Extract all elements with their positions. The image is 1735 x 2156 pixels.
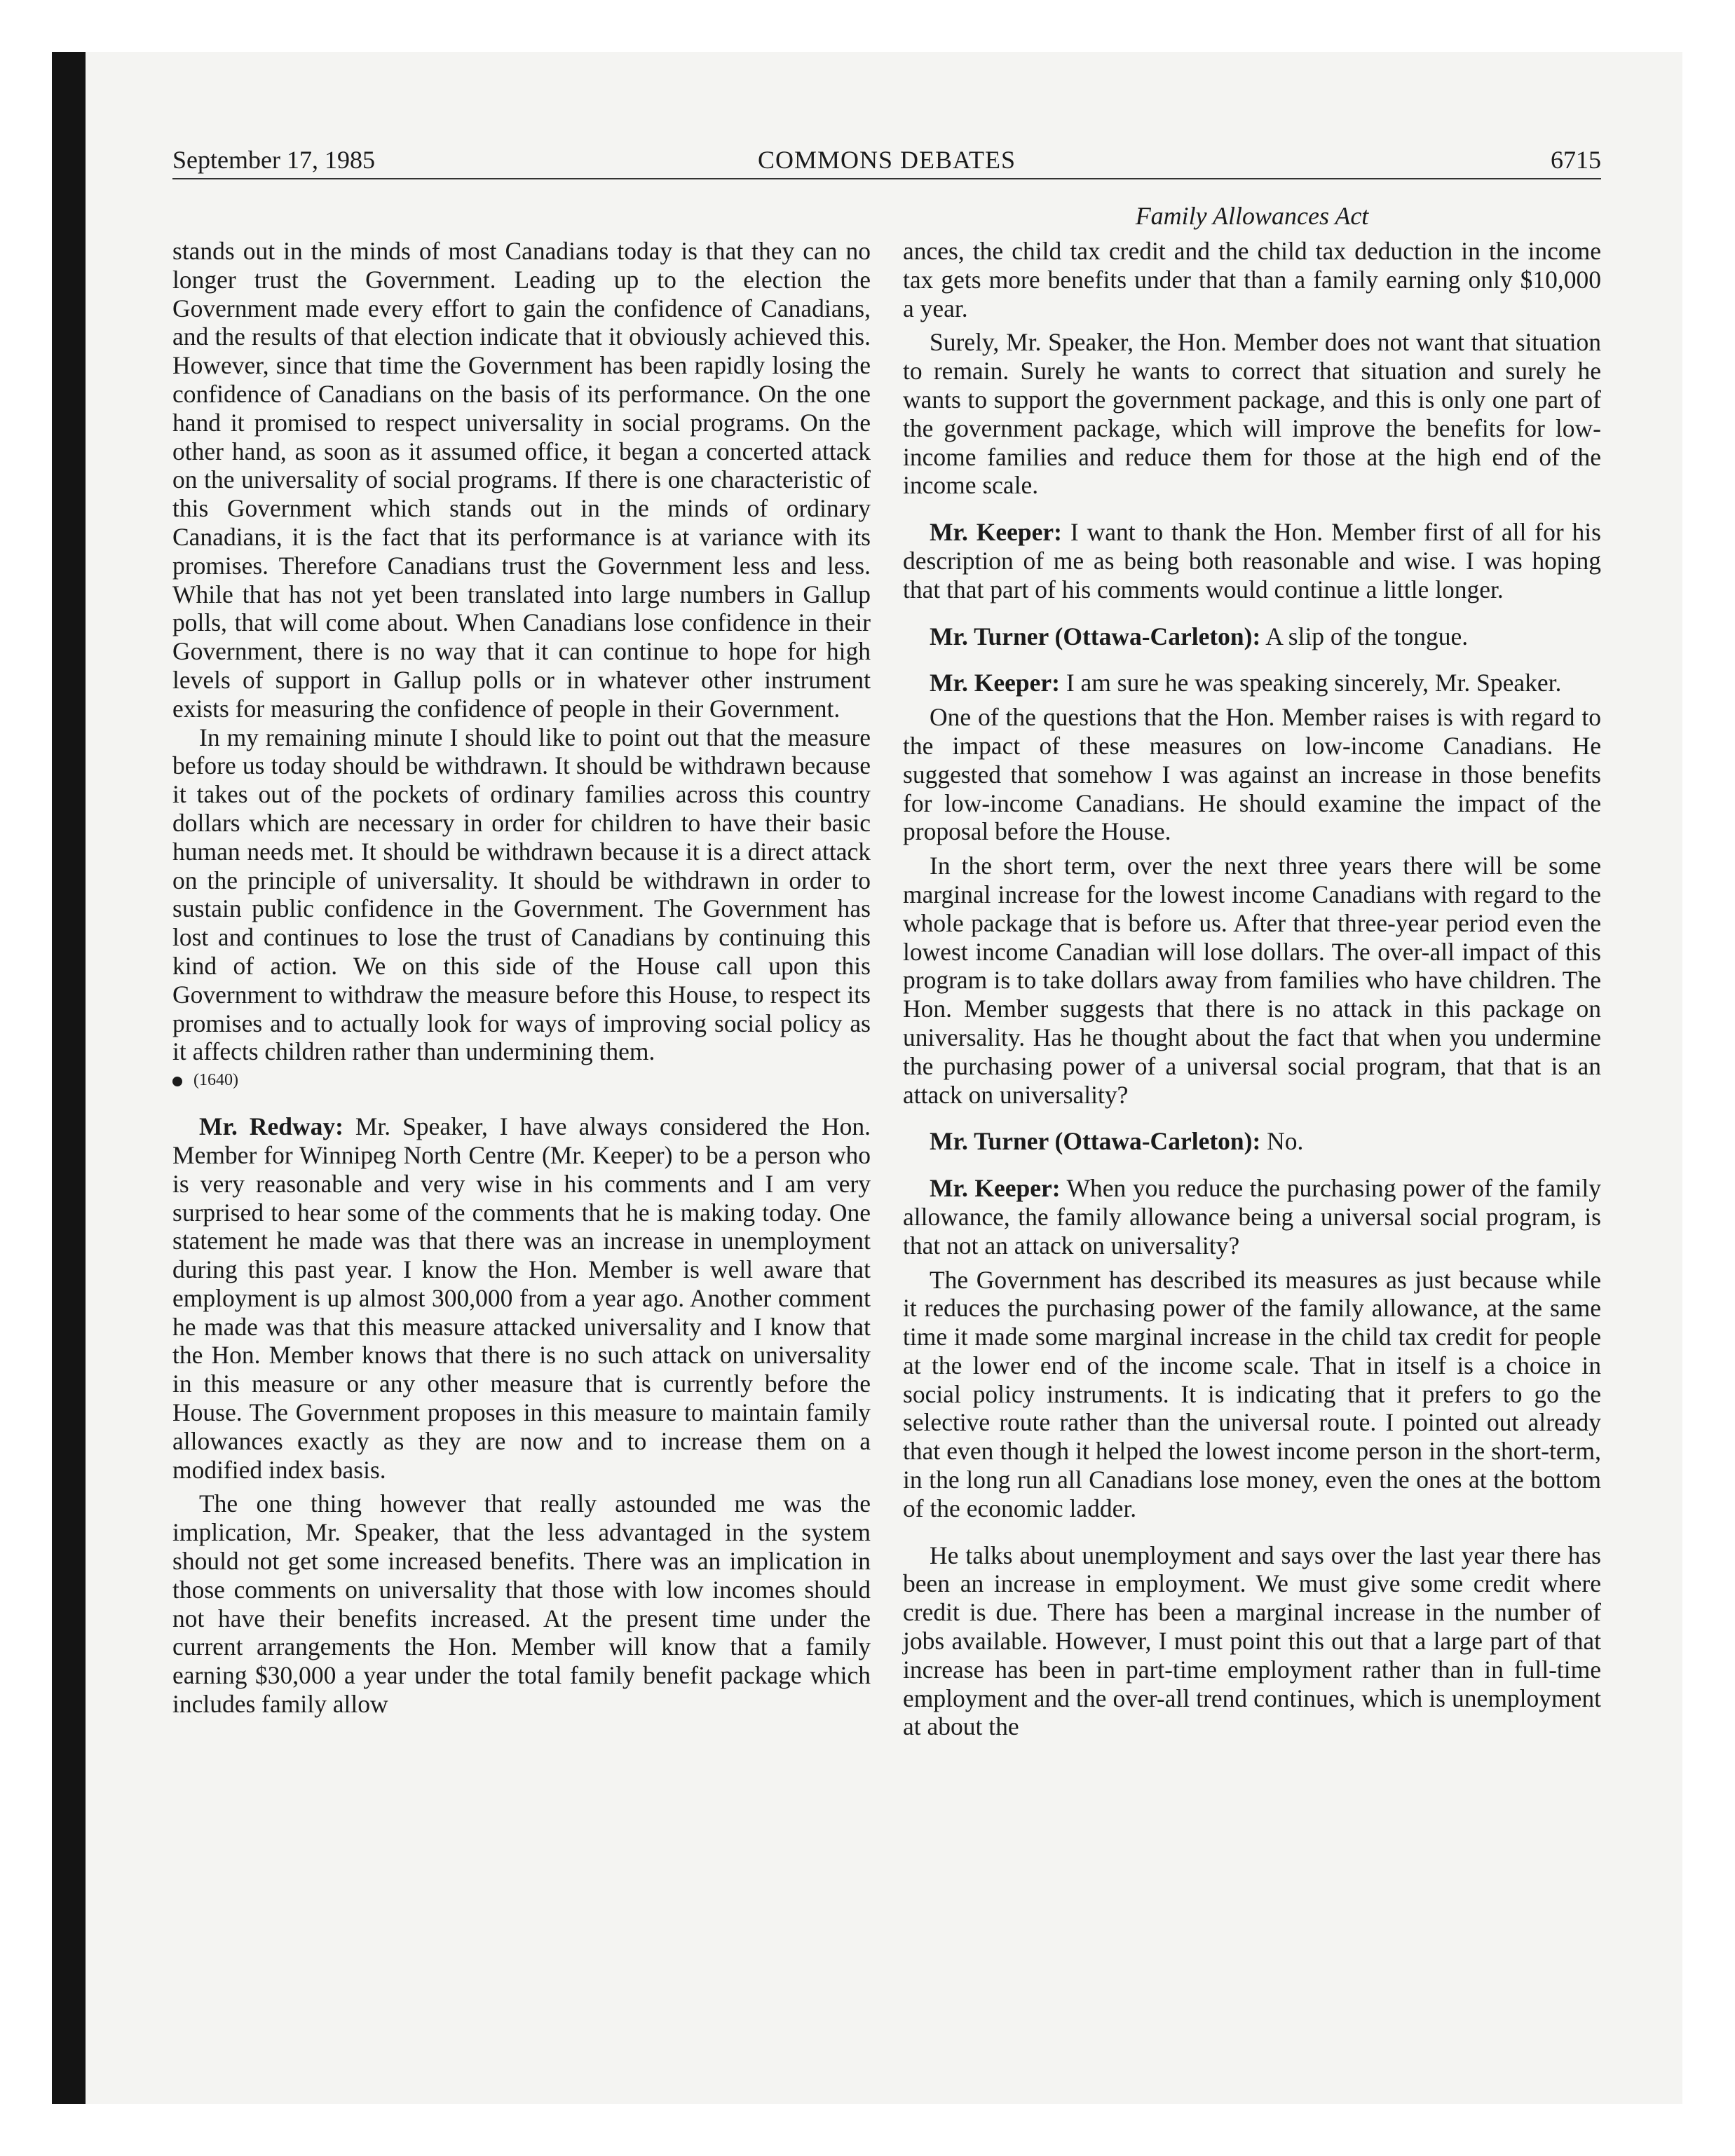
speech-redway <box>172 1112 871 1484</box>
speech-keeper <box>903 669 1601 697</box>
header-rule <box>172 178 1601 179</box>
speech-text: Mr. Speaker, I have always considered the Hon. Member for Winnipeg North Centre (Mr. Keeper) to be a person who is very reasonable and very wise in his comments and I am very surprised to hear some of the comments that he is making today. One statement he made was that there was an increase in unemployment during this past year. I know the Hon. Member is well aware that employment is up almost 300,000 from a year ago. Another comment he made was that this measure attacked universality and I know that the Hon. Member knows that there is no such attack on universality in this measure or any other measure that is currently before the House. The Government proposes in this measure to maintain family allowances exactly as they are now and to increase them on a modified index basis. <box>172 1112 871 1484</box>
time-marker-text: (1640) <box>193 1071 238 1090</box>
speech-keeper <box>903 1174 1601 1260</box>
speech-keeper <box>903 518 1601 603</box>
bullet-icon <box>172 1077 182 1086</box>
speech-text: No. <box>1260 1127 1304 1156</box>
right-column <box>903 237 1601 1741</box>
running-head <box>172 143 1601 177</box>
speaker-name: Mr. Turner (Ottawa-Carleton): <box>930 1127 1261 1156</box>
speech-text: I am sure he was speaking sincerely, Mr. Speaker. <box>1059 669 1562 697</box>
section-heading: Family Allowances Act <box>1135 202 1369 230</box>
paragraph: ances, the child tax credit and the child tax deduction in the income tax gets more benefits under that than a family earning only $10,000 a year. <box>903 237 1601 322</box>
header-date: September 17, 1985 <box>172 146 375 174</box>
paragraph: In the short term, over the next three years there will be some marginal increase for the lowest income Canadians with regard to the whole package that is before us. After that three-year period even the lowest income Canadian will lose dollars. The over-all impact of this program is to take dollars away from families who have children. The Hon. Member suggests that there is no attack in this package on universality. Has he thought about the fact that when you undermine the purchasing power of a universal social program, that that is an attack on universality? <box>903 852 1601 1109</box>
paragraph: stands out in the minds of most Canadians today is that they can no longer trust the Government. Leading up to the election the Government made every effort to gain the confidence of Canadians, and the results of that election indicate that it obviously achieved this. However, since that time the Government has been rapidly losing the confidence of Canadians on the basis of its performance. On the one hand it promised to respect universality in social programs. On the other hand, as soon as it assumed office, it began a concerted attack on the universality of social programs. If there is one characteristic of this Government which stands out in the minds of ordinary Canadians, it is the fact that its performance is at variance with its promises. Therefore Canadians trust the Government less and less. While that has not yet been translated into large numbers in Gallup polls, that will come about. When Canadians lose confidence in their Government, there is no way that it can continue to hope for high levels of support in Gallup polls or in whatever other instrument exists for measuring the confidence of people in their Government. <box>172 237 871 723</box>
paragraph: The one thing however that really astounded me was the implication, Mr. Speaker, that the less advantaged in the system should not get some increased benefits. There was an implication in those comments on universality that those with low incomes should not have their benefits increased. At the present time under the current arrangements the Hon. Member will know that a family earning $30,000 a year under the total family benefit package which includes family allow <box>172 1489 871 1719</box>
paragraph: One of the questions that the Hon. Member raises is with regard to the impact of these measures on low-income Canadians. He suggested that somehow I was against an increase in those benefits for low-income Canadians. He should examine the impact of the proposal before the House. <box>903 703 1601 846</box>
speech-text: A slip of the tongue. <box>1260 622 1469 650</box>
speaker-name: Mr. Keeper: <box>930 1174 1061 1203</box>
speech-turner <box>903 622 1601 651</box>
paragraph: In my remaining minute I should like to point out that the measure before us today should be withdrawn. It should be withdrawn because it takes out of the pockets of ordinary families across this country dollars which are necessary in order for children to have their basic human needs met. It should be withdrawn because it is a direct attack on the principle of universality. It should be withdrawn in order to sustain public confidence in the Government. The Government has lost and continues to lose the trust of Canadians by continuing this kind of action. We on this side of the House call upon this Government to withdraw the measure before this House, to respect its promises and to actually look for ways of improving social policy as it affects children rather than undermining them. <box>172 723 871 1066</box>
speech-text: When you reduce the purchasing power of the family allowance, the family allowance being a universal social program, is that not an attack on universality? <box>903 1174 1601 1260</box>
speaker-name: Mr. Turner (Ottawa-Carleton): <box>930 622 1261 650</box>
speech-text: I want to thank the Hon. Member first of all for his description of me as being both reasonable and wise. I was hoping that that part of his comments would continue a little longer. <box>903 518 1601 603</box>
time-marker <box>172 1066 871 1094</box>
page-number: 6715 <box>1551 146 1601 174</box>
scan-edge <box>52 52 86 2104</box>
speaker-name: Mr. Keeper: <box>930 518 1062 547</box>
speaker-name: Mr. Keeper: <box>930 669 1060 697</box>
speech-turner <box>903 1127 1601 1156</box>
paragraph: The Government has described its measures as just because while it reduces the purchasing power of the family allowance, at the same time it made some marginal increase in the child tax credit for people at the lower end of the income scale. That in itself is a choice in social policy instruments. It is indicating that it prefers to go the selective route rather than the universal route. I pointed out already that even though it helped the lowest income person in the short-term, in the long run all Canadians lose money, even the ones at the bottom of the economic ladder. <box>903 1265 1601 1522</box>
left-column <box>172 237 871 1719</box>
header-publication: COMMONS DEBATES <box>757 146 1016 174</box>
speaker-name: Mr. Redway: <box>199 1112 343 1141</box>
paragraph: He talks about unemployment and says over the last year there has been an increase in employment. We must give some credit where credit is due. There has been a marginal increase in the number of jobs available. However, I must point this out that a large part of that increase has been in part-time employment rather than in full-time employment and the over-all trend continues, which is unemployment at about the <box>903 1541 1601 1741</box>
paragraph: Surely, Mr. Speaker, the Hon. Member does not want that situation to remain. Surely he wants to correct that situation and surely he wants to support the government package, and this is only one part of the government package, which will improve the benefits for low-income families and reduce them for those at the high end of the income scale. <box>903 328 1601 500</box>
